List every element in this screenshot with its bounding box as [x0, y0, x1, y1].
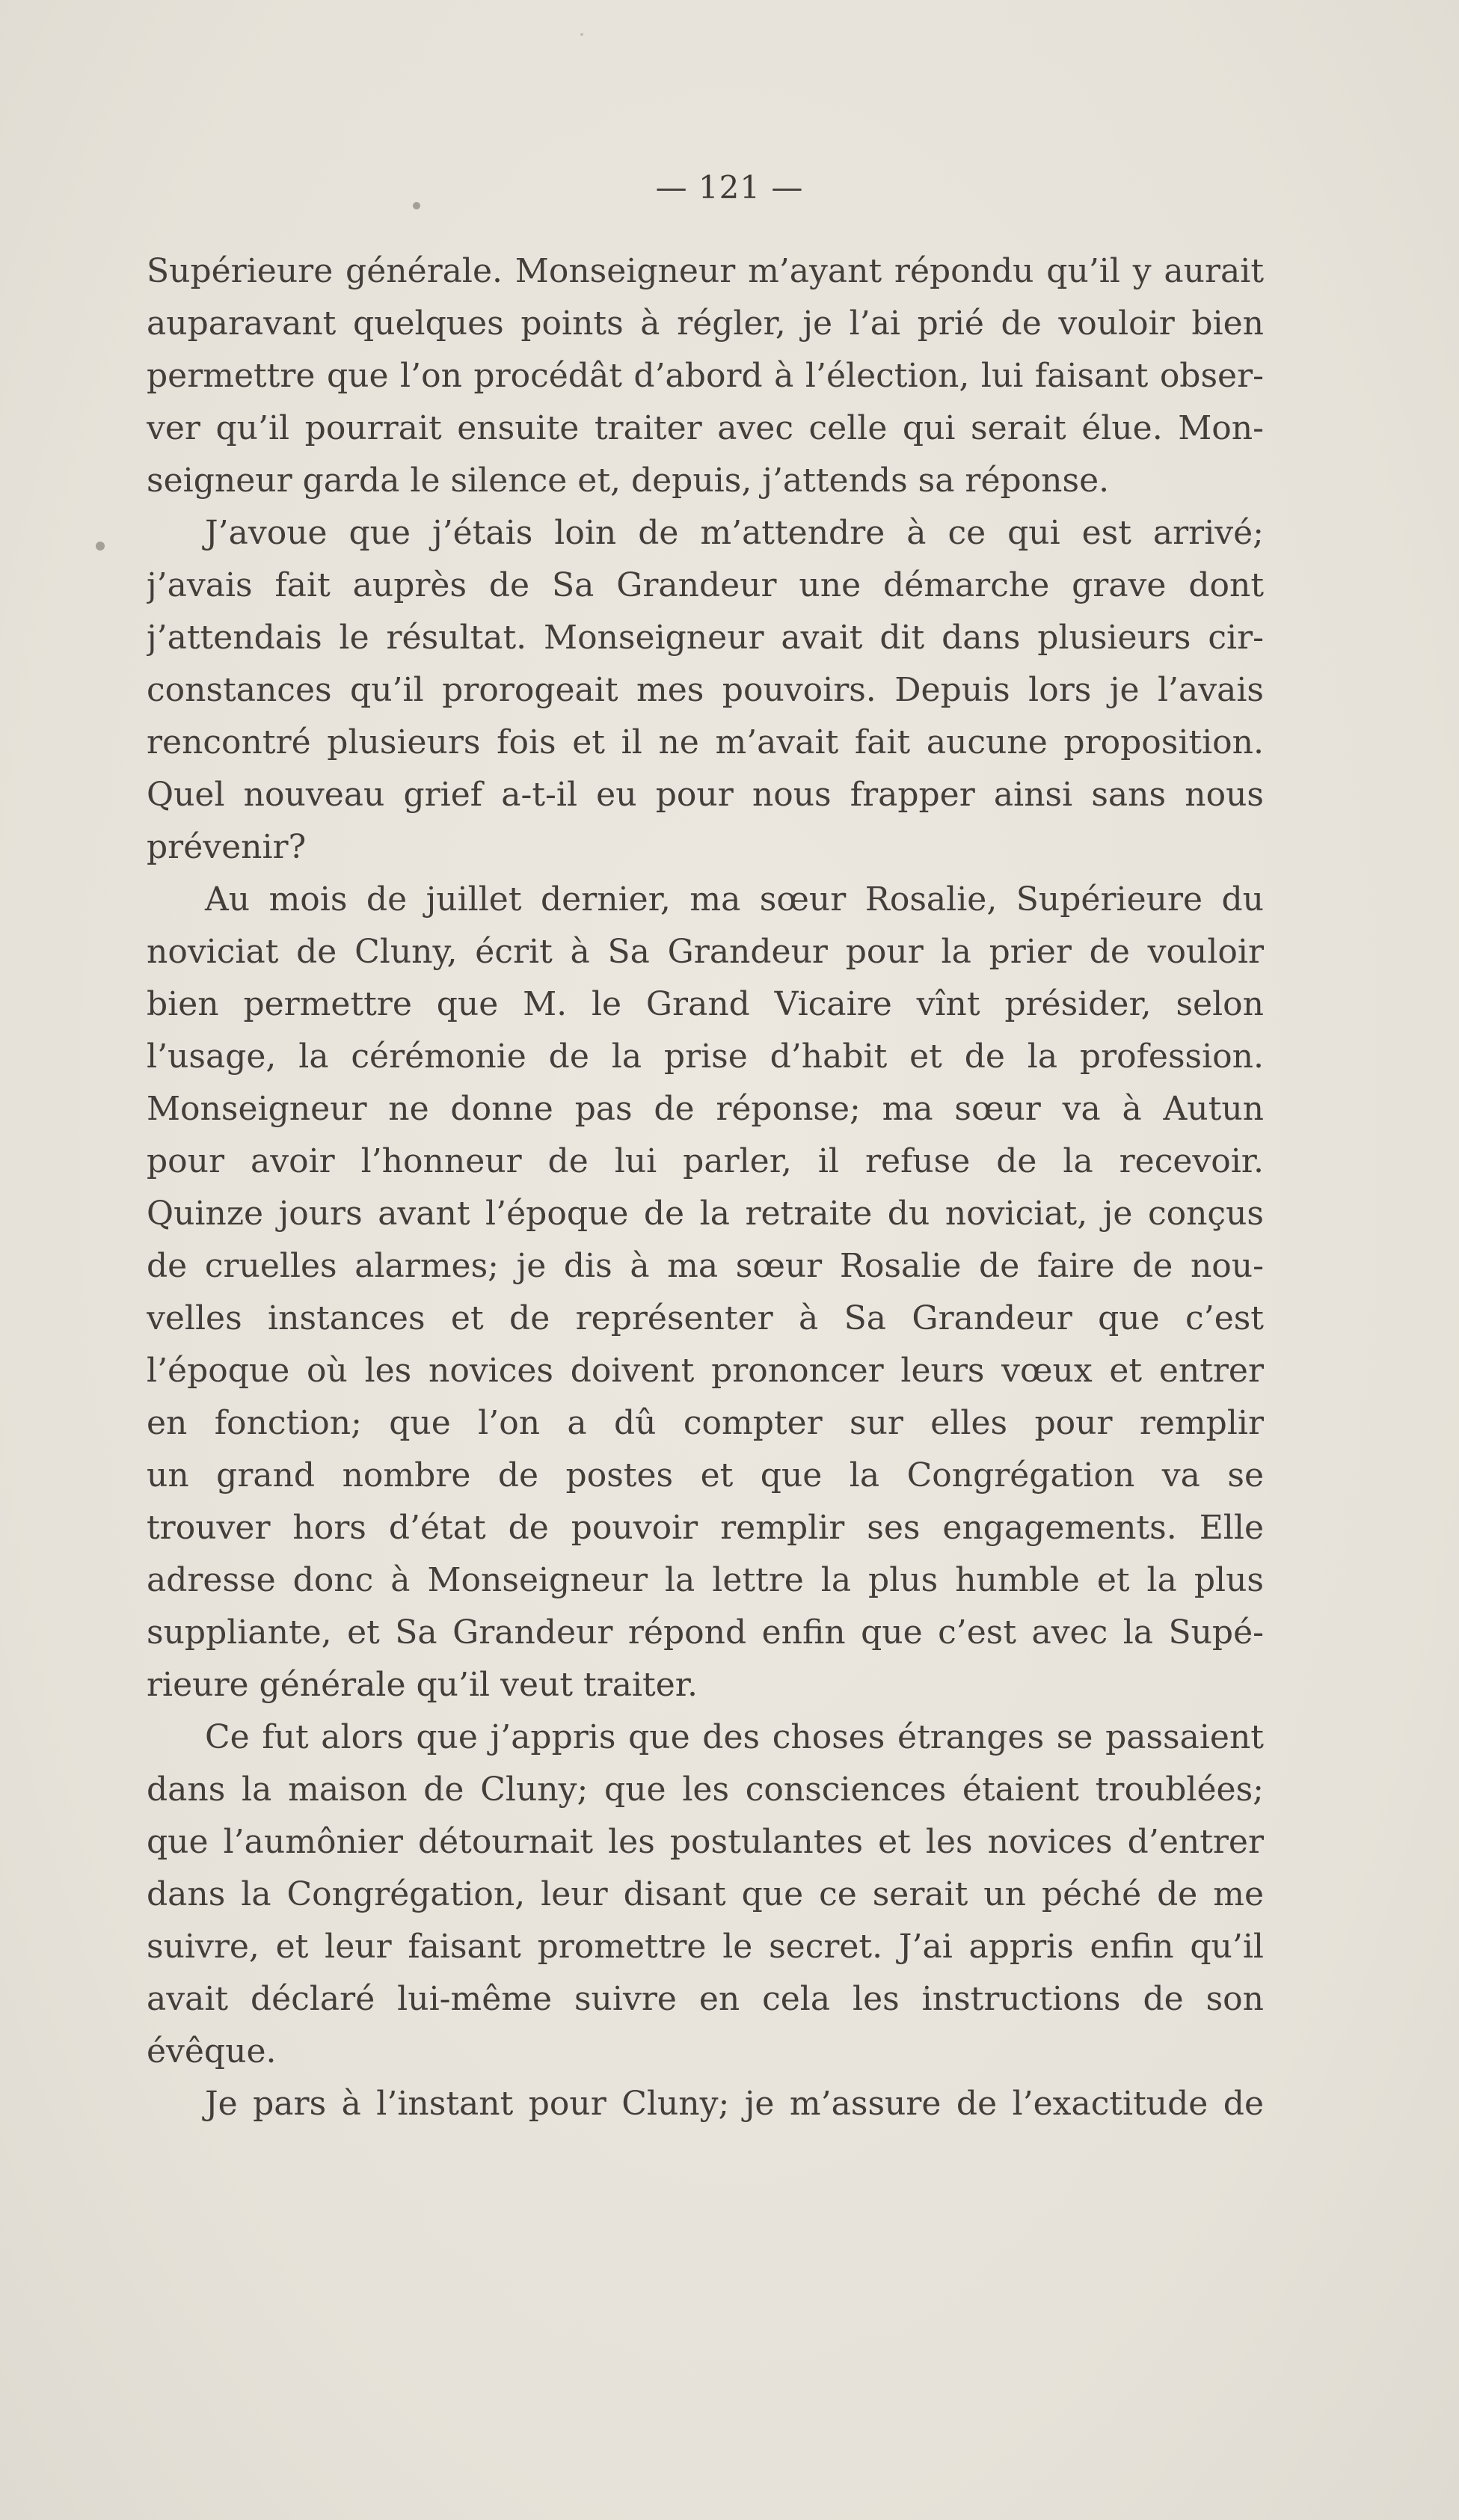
text-line: dans la maison de Cluny; que les consciences étaient troublées; — [147, 1771, 1264, 1809]
text-line: adresse donc à Monseigneur la lettre la plus humble et la plus — [147, 1561, 1264, 1599]
text-line: dans la Congrégation, leur disant que ce serait un péché de me — [147, 1875, 1264, 1913]
text-line: prévenir? — [147, 828, 307, 866]
text-line: bien permettre que M. le Grand Vicaire vînt présider, selon — [147, 985, 1264, 1023]
text-line: auparavant quelques points à régler, je l’ai prié de vouloir bien — [147, 304, 1264, 343]
page-number: — 121 — — [655, 169, 804, 206]
text-line: évêque. — [147, 2032, 277, 2070]
text-line: noviciat de Cluny, écrit à Sa Grandeur pour la prier de vouloir — [147, 933, 1264, 971]
text-line: J’avoue que j’étais loin de m’attendre à ce qui est arrivé; — [205, 514, 1264, 552]
text-line: pour avoir l’honneur de lui parler, il refuse de la recevoir. — [147, 1142, 1264, 1180]
text-line: permettre que l’on procédât d’abord à l’élection, lui faisant obser- — [147, 357, 1264, 395]
text-line: Quinze jours avant l’époque de la retraite du noviciat, je conçus — [147, 1195, 1264, 1233]
text-line: velles instances et de représenter à Sa Grandeur que c’est — [147, 1299, 1264, 1337]
text-line: Ce fut alors que j’appris que des choses étranges se passaient — [205, 1718, 1264, 1756]
text-line: l’époque où les novices doivent prononcer leurs vœux et entrer — [147, 1352, 1264, 1390]
text-line: Monseigneur ne donne pas de réponse; ma sœur va à Autun — [147, 1090, 1264, 1128]
text-line: ver qu’il pourrait ensuite traiter avec celle qui serait élue. Mon- — [147, 409, 1264, 447]
paper-speck — [413, 202, 420, 209]
text-line: l’usage, la cérémonie de la prise d’habit et de la profession. — [147, 1037, 1264, 1076]
text-line: Supérieure générale. Monseigneur m’ayant répondu qu’il y aurait — [147, 252, 1264, 290]
text-line: de cruelles alarmes; je dis à ma sœur Rosalie de faire de nou- — [147, 1247, 1264, 1285]
text-line: Je pars à l’instant pour Cluny; je m’assure de l’exactitude de — [205, 2085, 1264, 2123]
paper-speck — [96, 542, 105, 551]
text-line: Au mois de juillet dernier, ma sœur Rosalie, Supérieure du — [205, 880, 1264, 919]
text-line: suppliante, et Sa Grandeur répond enfin que c’est avec la Supé- — [147, 1613, 1264, 1652]
text-line: que l’aumônier détournait les postulantes et les novices d’entrer — [147, 1823, 1264, 1861]
text-line: un grand nombre de postes et que la Congrégation va se — [147, 1456, 1264, 1494]
text-line: rencontré plusieurs fois et il ne m’avait fait aucune proposition. — [147, 723, 1264, 761]
text-line: Quel nouveau grief a-t-il eu pour nous frapper ainsi sans nous — [147, 776, 1264, 814]
text-line: avait déclaré lui-même suivre en cela les instructions de son — [147, 1980, 1264, 2018]
text-line: j’attendais le résultat. Monseigneur avait dit dans plusieurs cir- — [147, 619, 1264, 657]
text-line: trouver hors d’état de pouvoir remplir ses engagements. Elle — [147, 1509, 1264, 1547]
text-line: seigneur garda le silence et, depuis, j’attends sa réponse. — [147, 462, 1110, 500]
text-line: j’avais fait auprès de Sa Grandeur une démarche grave dont — [147, 566, 1264, 604]
text-line: rieure générale qu’il veut traiter. — [147, 1666, 698, 1704]
text-line: constances qu’il prorogeait mes pouvoirs. Depuis lors je l’avais — [147, 671, 1264, 709]
text-line: en fonction; que l’on a dû compter sur elles pour remplir — [147, 1404, 1264, 1442]
paper-speck — [580, 33, 583, 36]
paper-speck — [924, 1988, 928, 1992]
text-line: suivre, et leur faisant promettre le secret. J’ai appris enfin qu’il — [147, 1928, 1264, 1966]
